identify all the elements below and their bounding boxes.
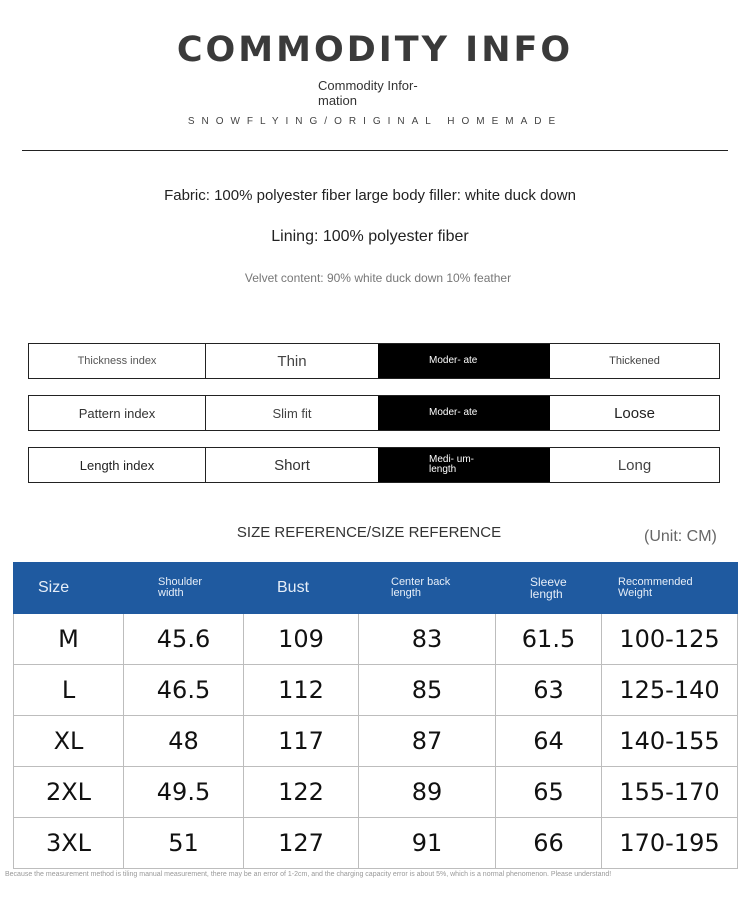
pattern-option-slim-fit: Slim fit [272,405,312,421]
cell-size: 3XL [14,818,124,869]
header-size [14,563,124,614]
pattern-option-loose: Loose [614,404,655,422]
header-bust-text: Bust [277,579,310,596]
length-option-medium-length [378,448,550,482]
cell-back-length: 85 [359,665,496,716]
page-subtitle: Commodity Infor- mation [318,78,418,108]
cell-shoulder: 48 [124,716,244,767]
cell-size: L [14,665,124,716]
table-row [14,767,738,818]
cell-weight: 140-155 [602,716,738,767]
length-index-label: Length index [29,448,206,482]
cell-sleeve: 66 [496,818,602,869]
header-bust [244,563,359,614]
thickness-option-thickened: Thickened [609,355,660,367]
length-option-short: Short [274,456,310,474]
fabric-info: Fabric: 100% polyester fiber large body filler: white duck down [164,187,576,204]
cell-weight: 155-170 [602,767,738,818]
size-table [13,562,738,869]
cell-size: M [14,614,124,665]
cell-back-length: 87 [359,716,496,767]
table-row [14,818,738,869]
header-sleeve-length [496,563,602,614]
pattern-option-moderate [378,396,550,430]
thickness-option-moderate [378,344,550,378]
cell-shoulder: 49.5 [124,767,244,818]
pattern-selected-text: Moder- ate [429,407,478,418]
table-row [14,614,738,665]
cell-weight: 125-140 [602,665,738,716]
cell-sleeve: 64 [496,716,602,767]
cell-sleeve: 61.5 [496,614,602,665]
length-selected-text: Medi- um-length [429,454,475,475]
header-center-back-length [359,563,496,614]
divider [22,150,728,151]
header-recommended-weight [602,563,738,614]
cell-shoulder: 51 [124,818,244,869]
size-reference-title: SIZE REFERENCE/SIZE REFERENCE [236,524,502,541]
length-index-bar [28,447,720,483]
pattern-index-bar [28,395,720,431]
measurement-footnote: Because the measurement method is tiling manual measurement, there may be an error of 1-2cm, and the charging capacity error is about 5%, which is a normal phenomenon. Please understand! [5,871,612,878]
cell-shoulder: 45.6 [124,614,244,665]
cell-back-length: 91 [359,818,496,869]
size-table-header-row [14,563,738,614]
thickness-option-thin: Thin [277,352,307,370]
cell-bust: 122 [244,767,359,818]
velvet-info: Velvet content: 90% white duck down 10% feather [244,271,512,285]
cell-shoulder: 46.5 [124,665,244,716]
thickness-selected-text: Moder- ate [429,355,478,366]
page-title: COMMODITY INFO [176,30,574,70]
lining-info: Lining: 100% polyester fiber [271,228,469,245]
thickness-index-label: Thickness index [29,344,206,378]
cell-back-length: 89 [359,767,496,818]
header-shoulder-width-text: Shoulder width [158,576,203,599]
cell-size: 2XL [14,767,124,818]
header-sleeve-length-text: Sleeve length [530,575,567,601]
header-center-back-length-text: Center back length [391,576,451,599]
cell-bust: 117 [244,716,359,767]
cell-bust: 109 [244,614,359,665]
unit-label: (Unit: CM) [644,528,717,545]
header-size-text: Size [38,579,70,596]
table-row [14,665,738,716]
cell-back-length: 83 [359,614,496,665]
length-option-long: Long [617,456,652,474]
header-recommended-weight-text: Recommended Weight [618,576,693,599]
brand-tagline: SNOWFLYING/ORIGINAL HOMEMADE [187,116,563,127]
thickness-index-bar [28,343,720,379]
cell-sleeve: 63 [496,665,602,716]
cell-size: XL [14,716,124,767]
cell-bust: 112 [244,665,359,716]
cell-weight: 100-125 [602,614,738,665]
header-shoulder-width [124,563,244,614]
cell-sleeve: 65 [496,767,602,818]
cell-weight: 170-195 [602,818,738,869]
table-row [14,716,738,767]
pattern-index-label: Pattern index [29,396,206,430]
cell-bust: 127 [244,818,359,869]
